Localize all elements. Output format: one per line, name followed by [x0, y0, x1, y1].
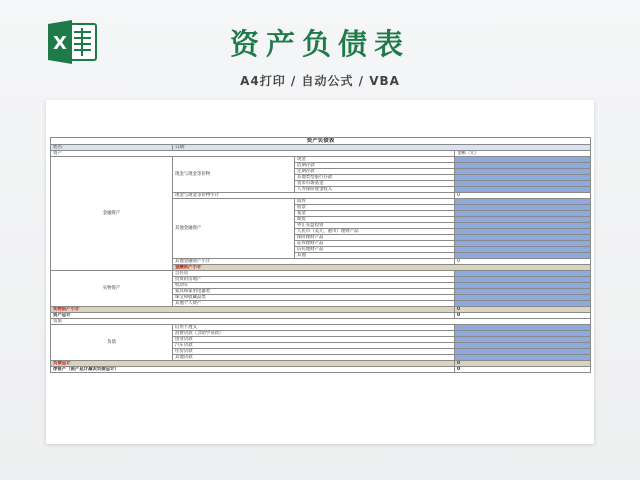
cash-group-label: 现金与现金等价物: [173, 157, 295, 193]
assets-total-value: 0: [455, 313, 591, 319]
physical-item: 自住房: [173, 271, 455, 277]
liability-item: 消费贷款（含助学贷款）: [173, 331, 455, 337]
physical-item: 家具和家用电器类: [173, 289, 455, 295]
other-group-label: 其他金融资产: [173, 199, 295, 259]
physical-assets-label: 实物资产: [51, 271, 173, 307]
amount-header: 金额（元）: [455, 151, 591, 157]
liability-item: 住房贷款: [173, 349, 455, 355]
other-item: 信托理财产品: [295, 247, 455, 253]
cash-subtotal-value: 0: [455, 193, 591, 199]
other-item: 外汇实盘投资: [295, 223, 455, 229]
financial-assets-total-label: 金融资产小计: [173, 265, 591, 271]
liability-item: 汽车贷款: [173, 343, 455, 349]
svg-text:X: X: [53, 33, 67, 54]
date-label[interactable]: 日期：: [173, 145, 591, 151]
liability-item: 其他贷款: [173, 355, 455, 361]
liabilities-header: 负债: [51, 319, 591, 325]
spreadsheet-sheet: [46, 100, 594, 444]
cash-item: 其他类型银行存款: [295, 175, 455, 181]
balance-sheet-table: [50, 137, 591, 373]
cash-subtotal-label: 现金与现金等价物小计: [173, 193, 455, 199]
cash-item: 活期存款: [295, 163, 455, 169]
physical-item: 投资的房地产: [173, 277, 455, 283]
liability-item: 创业贷款: [173, 337, 455, 343]
other-item: 证券理财产品: [295, 241, 455, 247]
net-assets-label: 净资产（资产总计减去负债总计）: [51, 367, 455, 373]
assets-total-label: 资产总计: [51, 313, 455, 319]
other-item: 股票: [295, 205, 455, 211]
liabilities-label: 负债: [51, 325, 173, 361]
physical-item: 其他个人资产: [173, 301, 455, 307]
page-title: 资产负债表: [229, 27, 410, 61]
cash-item: 人寿保险现金收入: [295, 187, 455, 193]
net-assets-value: 0: [455, 367, 591, 373]
other-item: 保险理财产品: [295, 235, 455, 241]
sheet-title: 资产负债表: [51, 138, 591, 145]
physical-assets-total-label: 实物资产小计: [51, 307, 455, 313]
physical-item: 机动车: [173, 283, 455, 289]
physical-item: 珠宝和收藏品类: [173, 295, 455, 301]
liabilities-total-label: 负债总计: [51, 361, 455, 367]
physical-assets-total-value: 0: [455, 307, 591, 313]
cash-item: 现金: [295, 157, 455, 163]
other-item: 债券: [295, 199, 455, 205]
cash-item: 定期存款: [295, 169, 455, 175]
assets-header: 资产: [51, 151, 455, 157]
other-subtotal-label: 其他金融资产小计: [173, 259, 455, 265]
other-item: 期货: [295, 217, 455, 223]
other-item: 基金: [295, 211, 455, 217]
liability-item: 信用卡透支: [173, 325, 455, 331]
page-subtitle: A4打印 / 自动公式 / VBA: [240, 74, 400, 88]
financial-assets-label: 金融资产: [51, 157, 173, 271]
other-subtotal-value: 0: [455, 259, 591, 265]
other-item: 其他: [295, 253, 455, 259]
cash-item: 货币市场基金: [295, 181, 455, 187]
other-item: 人民币（美元，港币）理财产品: [295, 229, 455, 235]
liabilities-total-value: 0: [455, 361, 591, 367]
name-label[interactable]: 姓名：: [51, 145, 173, 151]
